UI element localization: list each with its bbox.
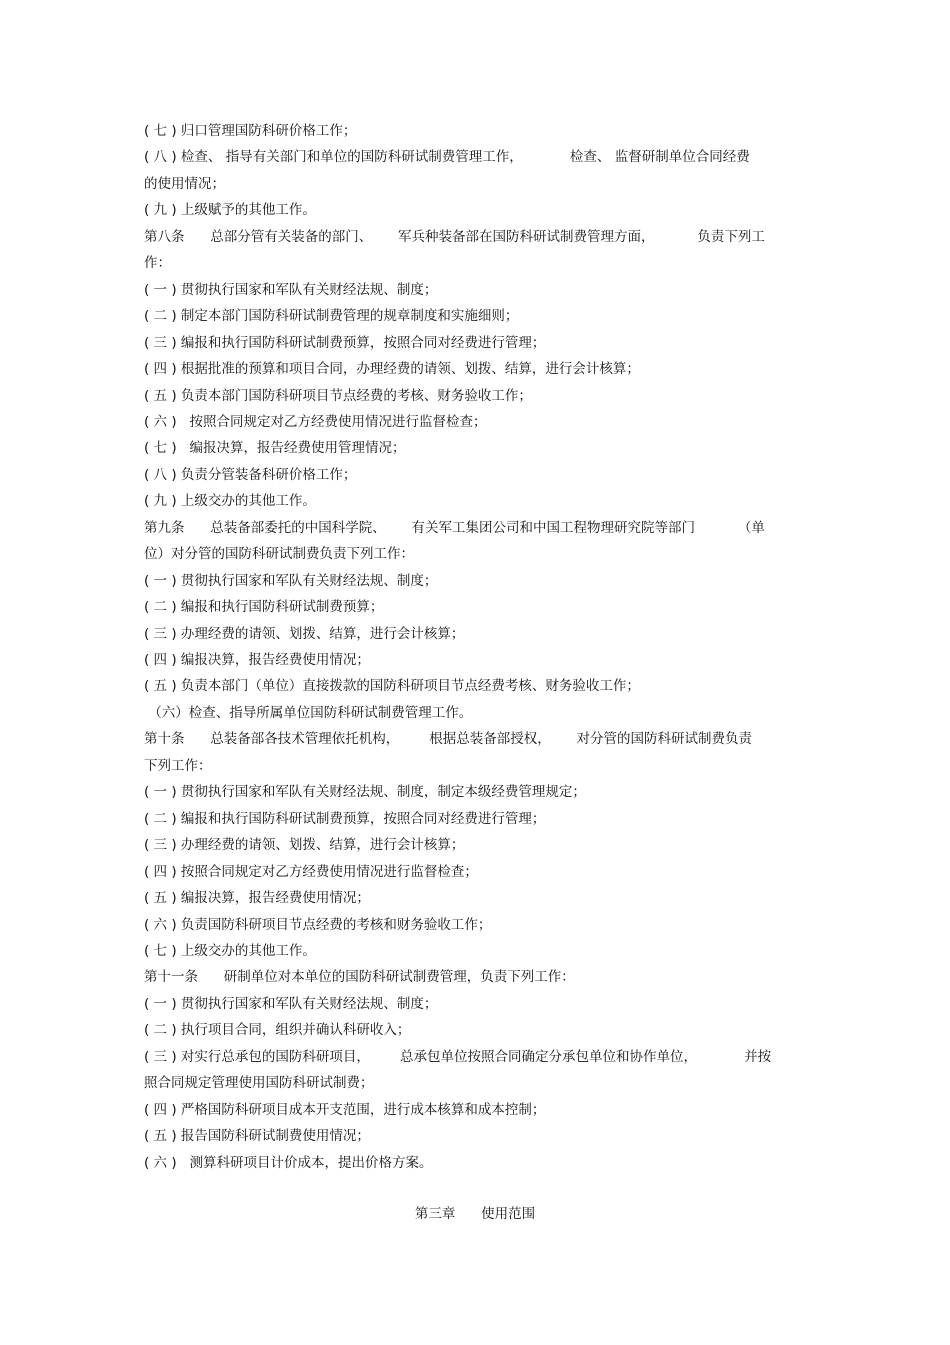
text-line: ( 六 ) 测算科研项目计价成本，提出价格方案。 — [144, 1154, 433, 1171]
text-line: ( 一 ) 贯彻执行国家和军队有关财经法规、制度，制定本级经费管理规定； — [144, 784, 586, 801]
text-line: ( 八 ) 检查、 指导有关部门和单位的国防科研试制费管理工作， 检查、 监督研制单位合同经费 — [144, 149, 750, 166]
text-line: ( 一 ) 贯彻执行国家和军队有关财经法规、制度； — [144, 281, 438, 298]
text-line: ( 六 ) 负责国防科研项目节点经费的考核和财务验收工作； — [144, 916, 492, 933]
text-line: ( 二 ) 制定本部门国防科研试制费管理的规章制度和实施细则； — [144, 308, 519, 325]
text-line: 第十条 总装备部各技术管理依托机构， 根据总装备部授权， 对分管的国防科研试制费负责 — [144, 731, 753, 748]
text-line: ( 六 ) 按照合同规定对乙方经费使用情况进行监督检查； — [144, 413, 487, 430]
text-line: ( 二 ) 编报和执行国防科研试制费预算； — [144, 599, 384, 616]
text-line: ( 三 ) 办理经费的请领、划拨、结算，进行会计核算； — [144, 625, 465, 642]
chapter-heading: 第三章 使用范围 — [414, 1206, 536, 1222]
text-line: 位）对分管的国防科研试制费负责下列工作： — [144, 546, 414, 563]
text-line: ( 三 ) 对实行总承包的国防科研项目， 总承包单位按照合同确定分承包单位和协作单位， 并按 — [144, 1048, 772, 1065]
text-line: ( 七 ) 编报决算，报告经费使用管理情况； — [144, 440, 406, 457]
text-line: ( 七 ) 归口管理国防科研价格工作； — [144, 123, 357, 139]
text-line: 下列工作： — [144, 757, 212, 774]
text-line: ( 三 ) 办理经费的请领、划拨、结算，进行会计核算； — [144, 837, 465, 854]
text-line: ( 五 ) 负责本部门国防科研项目节点经费的考核、财务验收工作； — [144, 387, 532, 404]
text-line: 第九条 总装备部委托的中国科学院、 有关军工集团公司和中国工程物理研究院等部门 （单 — [144, 519, 765, 536]
text-line: ( 二 ) 编报和执行国防科研试制费预算，按照合同对经费进行管理； — [144, 810, 546, 827]
text-line: ( 四 ) 根据批准的预算和项目合同，办理经费的请领、划拨、结算，进行会计核算； — [144, 361, 640, 377]
text-line: ( 五 ) 报告国防科研试制费使用情况； — [144, 1128, 370, 1145]
text-line: 第十一条 研制单位对本单位的国防科研试制费管理，负责下列工作： — [144, 969, 575, 986]
text-line: 第八条 总部分管有关装备的部门、 军兵种装备部在国防科研试制费管理方面， 负责下列工 — [144, 228, 765, 245]
text-line: ( 七 ) 上级交办的其他工作。 — [144, 942, 316, 959]
text-line: 作： — [144, 255, 171, 272]
text-line: ( 四 ) 按照合同规定对乙方经费使用情况进行监督检查； — [144, 863, 478, 880]
text-line: ( 九 ) 上级交办的其他工作。 — [144, 493, 316, 510]
text-line: 照合同规定管理使用国防科研试制费； — [144, 1075, 374, 1092]
text-line: ( 五 ) 负责本部门（单位）直接拨款的国防科研项目节点经费考核、财务验收工作； — [144, 678, 640, 695]
text-line: ( 四 ) 严格国防科研项目成本开支范围，进行成本核算和成本控制； — [144, 1101, 546, 1118]
text-line: ( 九 ) 上级赋予的其他工作。 — [144, 202, 316, 219]
text-line: ( 一 ) 贯彻执行国家和军队有关财经法规、制度； — [144, 995, 438, 1012]
text-line: ( 三 ) 编报和执行国防科研试制费预算，按照合同对经费进行管理； — [144, 334, 546, 351]
text-line: ( 二 ) 执行项目合同，组织并确认科研收入； — [144, 1022, 411, 1039]
text-line: ( 八 ) 负责分管装备科研价格工作； — [144, 466, 357, 483]
text-line: ( 五 ) 编报决算，报告经费使用情况； — [144, 890, 370, 906]
text-line: （六）检查、指导所属单位国防科研试制费管理工作。 — [144, 704, 473, 721]
text-line: 的使用情况； — [144, 175, 225, 192]
text-line: ( 一 ) 贯彻执行国家和军队有关财经法规、制度； — [144, 572, 438, 589]
text-line: ( 四 ) 编报决算，报告经费使用情况； — [144, 652, 370, 668]
